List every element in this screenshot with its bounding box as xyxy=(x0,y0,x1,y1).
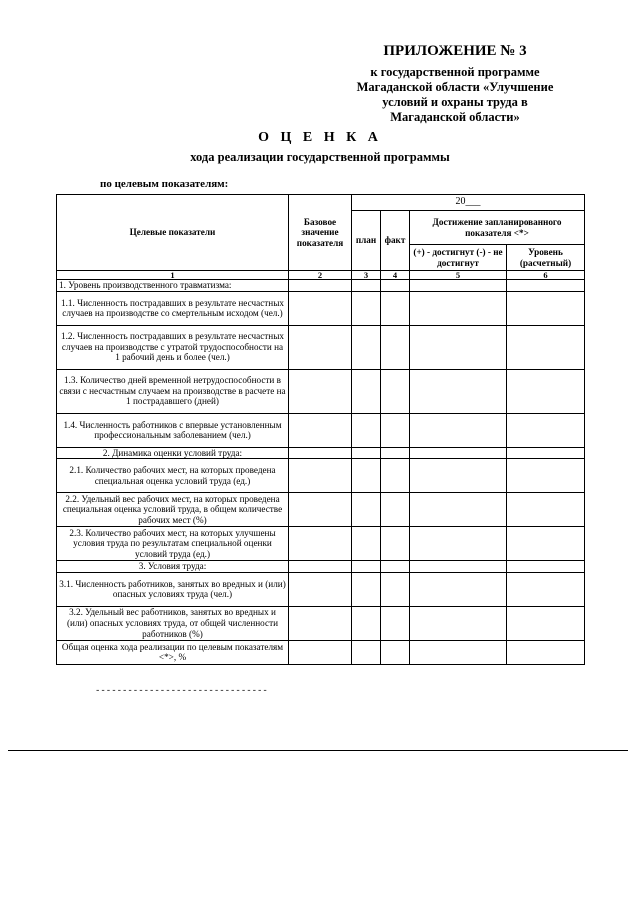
table-cell xyxy=(352,325,381,369)
indicator-label: 1.4. Численность работников с впервые установленным профессиональным заболеванием (чел.) xyxy=(57,413,289,447)
appendix-heading: ПРИЛОЖЕНИЕ № 3 xyxy=(383,43,527,59)
table-cell xyxy=(410,459,507,493)
table-cell xyxy=(381,413,410,447)
table-cell xyxy=(381,606,410,640)
indicator-label: 1.1. Численность пострадавших в результате несчастных случаев на производстве со смертельным исходом (чел.) xyxy=(57,291,289,325)
table-cell xyxy=(352,572,381,606)
table-cell xyxy=(507,572,585,606)
table-row xyxy=(57,561,585,573)
table-cell xyxy=(507,447,585,459)
table-cell xyxy=(507,413,585,447)
table-cell xyxy=(289,640,352,664)
indicator-label: 2.1. Количество рабочих мест, на которых проведена специальная оценка условий труда (ед.) xyxy=(57,459,289,493)
table-cell xyxy=(289,561,352,573)
table-row xyxy=(57,572,585,606)
table-row xyxy=(57,413,585,447)
header-plan: план xyxy=(352,211,381,271)
table-cell xyxy=(289,447,352,459)
table-cell xyxy=(352,369,381,413)
header-achieved: (+) - достигнут (-) - не достигнут xyxy=(410,245,507,271)
indicator-label: 3.2. Удельный вес работников, занятых во вредных и (или) опасных условиях труда, от общей численности работников (%) xyxy=(57,606,289,640)
header-base-value: Базовое значение показателя xyxy=(289,195,352,271)
table-row xyxy=(57,447,585,459)
table-cell xyxy=(381,493,410,527)
appendix-line: к государственной программе xyxy=(370,65,540,79)
table-cell xyxy=(381,572,410,606)
table-cell xyxy=(410,493,507,527)
column-number-row xyxy=(57,271,585,280)
table-cell xyxy=(507,561,585,573)
table-cell xyxy=(507,280,585,292)
table-cell xyxy=(352,291,381,325)
table-row xyxy=(57,606,585,640)
table-cell xyxy=(381,325,410,369)
table-cell xyxy=(289,280,352,292)
table-cell xyxy=(352,280,381,292)
table-cell xyxy=(410,413,507,447)
table-row xyxy=(57,291,585,325)
table-row xyxy=(57,527,585,561)
header-achievement: Достижение запланированного показателя <*> xyxy=(410,211,585,245)
header-fact: факт xyxy=(381,211,410,271)
table-cell xyxy=(289,413,352,447)
header-indicators: Целевые показатели xyxy=(57,195,289,271)
table-cell xyxy=(410,280,507,292)
table-cell xyxy=(381,291,410,325)
table-cell xyxy=(507,291,585,325)
table-cell xyxy=(381,561,410,573)
table-cell xyxy=(410,527,507,561)
table-cell xyxy=(410,325,507,369)
table-cell xyxy=(289,493,352,527)
assessment-table xyxy=(56,194,585,665)
table-cell xyxy=(507,640,585,664)
table-cell xyxy=(410,369,507,413)
table-cell xyxy=(289,291,352,325)
table-cell xyxy=(507,527,585,561)
bottom-divider xyxy=(8,750,628,751)
table-cell xyxy=(381,640,410,664)
table-cell xyxy=(410,291,507,325)
table-cell xyxy=(352,606,381,640)
table-cell xyxy=(381,280,410,292)
indicator-label: 2.2. Удельный вес рабочих мест, на которых проведена специальная оценка условий труда, в общем количестве рабочих мест (%) xyxy=(57,493,289,527)
table-row xyxy=(57,493,585,527)
section-heading: 1. Уровень производственного травматизма: xyxy=(57,280,289,292)
table-row xyxy=(57,369,585,413)
table-cell xyxy=(289,459,352,493)
table-cell xyxy=(507,369,585,413)
table-cell xyxy=(289,606,352,640)
table-cell xyxy=(352,413,381,447)
table-row xyxy=(57,640,585,664)
indicator-label: 3.1. Численность работников, занятых во вредных и (или) опасных условиях труда (чел.) xyxy=(57,572,289,606)
document-title: О Ц Е Н К А xyxy=(258,130,382,145)
table-cell xyxy=(352,561,381,573)
column-number: 5 xyxy=(410,271,507,280)
by-target-label: по целевым показателям: xyxy=(100,178,229,190)
table-row xyxy=(57,459,585,493)
table-cell xyxy=(381,369,410,413)
table-cell xyxy=(289,325,352,369)
table-cell xyxy=(381,447,410,459)
section-heading: 2. Динамика оценки условий труда: xyxy=(57,447,289,459)
footnote-separator: -------------------------------- xyxy=(95,686,268,696)
table-cell xyxy=(352,493,381,527)
indicator-label: 1.3. Количество дней временной нетрудоспособности в связи с несчастным случаем на производстве в расчете на 1 пострадавшего (дней) xyxy=(57,369,289,413)
indicator-label: 2.3. Количество рабочих мест, на которых улучшены условия труда по результатам специальной оценки условий труда (ед.) xyxy=(57,527,289,561)
header-year: 20___ xyxy=(352,195,585,211)
appendix-line: Магаданской области» xyxy=(390,110,520,124)
table-cell xyxy=(507,459,585,493)
table-cell xyxy=(410,561,507,573)
header-level: Уровень (расчетный) xyxy=(507,245,585,271)
table-cell xyxy=(410,606,507,640)
table-cell xyxy=(352,459,381,493)
table-cell xyxy=(352,527,381,561)
table-cell xyxy=(410,572,507,606)
column-number: 4 xyxy=(381,271,410,280)
column-number: 1 xyxy=(57,271,289,280)
table-cell xyxy=(352,447,381,459)
table-cell xyxy=(507,325,585,369)
indicator-label: 1.2. Численность пострадавших в результате несчастных случаев на производстве с утратой трудоспособности на 1 рабочий день и более (чел.) xyxy=(57,325,289,369)
table-cell xyxy=(507,606,585,640)
table-cell xyxy=(352,640,381,664)
table-cell xyxy=(381,459,410,493)
appendix-line: Магаданской области «Улучшение xyxy=(356,80,554,94)
table-cell xyxy=(381,527,410,561)
table-row xyxy=(57,280,585,292)
appendix-line: условий и охраны труда в xyxy=(382,95,528,109)
table-cell xyxy=(289,572,352,606)
table-cell xyxy=(507,493,585,527)
section-heading: 3. Условия труда: xyxy=(57,561,289,573)
overall-assessment-label: Общая оценка хода реализации по целевым показателям <*>, % xyxy=(57,640,289,664)
table-cell xyxy=(289,369,352,413)
table-cell xyxy=(410,640,507,664)
table-row xyxy=(57,325,585,369)
column-number: 3 xyxy=(352,271,381,280)
table-cell xyxy=(289,527,352,561)
column-number: 2 xyxy=(289,271,352,280)
document-subtitle: хода реализации государственной программы xyxy=(190,150,450,164)
column-number: 6 xyxy=(507,271,585,280)
table-cell xyxy=(410,447,507,459)
appendix-block xyxy=(330,44,580,125)
